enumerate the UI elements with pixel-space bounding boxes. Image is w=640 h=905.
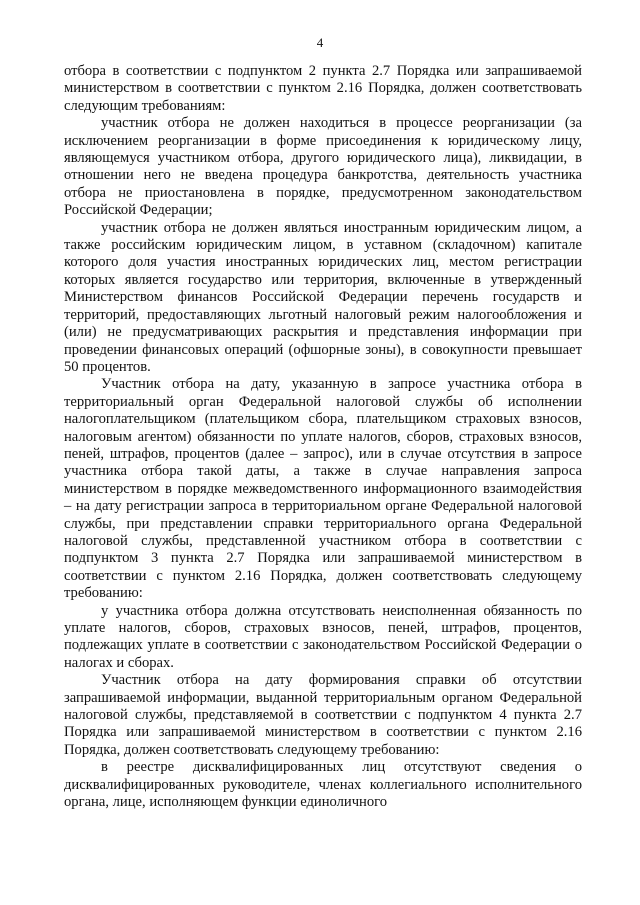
paragraph-5: у участника отбора должна отсутствовать неисполненная обязанность по уплате налогов, сборов, страховых взносов, пеней, штрафов, процентов, подлежащих уплате в соответствии с законодательством Российской Федерации о налогах и сборах. xyxy=(64,602,582,671)
paragraph-7: в реестре дисквалифицированных лиц отсутствуют сведения о дисквалифицированных руководителе, членах коллегиального исполнительного органа, лице, исполняющем функции единоличного xyxy=(64,759,582,811)
paragraph-4: Участник отбора на дату, указанную в запросе участника отбора в территориальный орган Федеральной налоговой службы об исполнении налогоплательщиком (плательщиком сбора, плательщиком страховых взносов, налоговым агентом) обязанности по уплате налогов, сборов, страховых взносов, пеней, штрафов, процентов (далее – запрос), или в случае отсутствия в запросе участника отбора такой даты, а также в случае направления запроса министерством в порядке межведомственного информационного взаимодействия – на дату регистрации запроса в территориальном органе Федеральной налоговой службы, при представлении справки территориального органа Федеральной налоговой службы, представленной участником отбора в соответствии с подпунктом 3 пункта 2.7 Порядка или запрашиваемой министерством в соответствии с пунктом 2.16 Порядка, должен соответствовать следующему требованию: xyxy=(64,376,582,602)
paragraph-1: отбора в соответствии с подпунктом 2 пункта 2.7 Порядка или запрашиваемой министерством в соответствии с пунктом 2.16 Порядка, должен соответствовать следующим требованиям: xyxy=(64,63,582,114)
document-body xyxy=(64,63,582,811)
paragraph-6: Участник отбора на дату формирования справки об отсутствии запрашиваемой информации, выданной территориальным органом Федеральной налоговой службы, представляемой в соответствии с подпунктом 4 пункта 2.7 Порядка или запрашиваемой министерством в соответствии с пунктом 2.16 Порядка, должен соответствовать следующему требованию: xyxy=(64,672,582,758)
paragraph-3: участник отбора не должен являться иностранным юридическим лицом, а также российским юридическим лицом, в уставном (складочном) капитале которого доля участия иностранных юридических лиц, местом регистрации которых является государство или территория, включенные в утвержденный Министерством финансов Российской Федерации перечень государств и территорий, предоставляющих льготный налоговый режим налогообложения и (или) не предусматривающих раскрытия и представления информации при проведении финансовых операций (офшорные зоны), в совокупности превышает 50 процентов. xyxy=(64,219,582,375)
page-number: 4 xyxy=(316,35,324,50)
paragraph-2: участник отбора не должен находиться в процессе реорганизации (за исключением реорганизации в форме присоединения к юридическому лицу, являющемуся участником отбора, другого юридического лица), ликвидации, в отношении него не введена процедура банкротства, деятельность участника отбора не приостановлена в порядке, предусмотренном законодательством Российской Федерации; xyxy=(64,115,582,219)
